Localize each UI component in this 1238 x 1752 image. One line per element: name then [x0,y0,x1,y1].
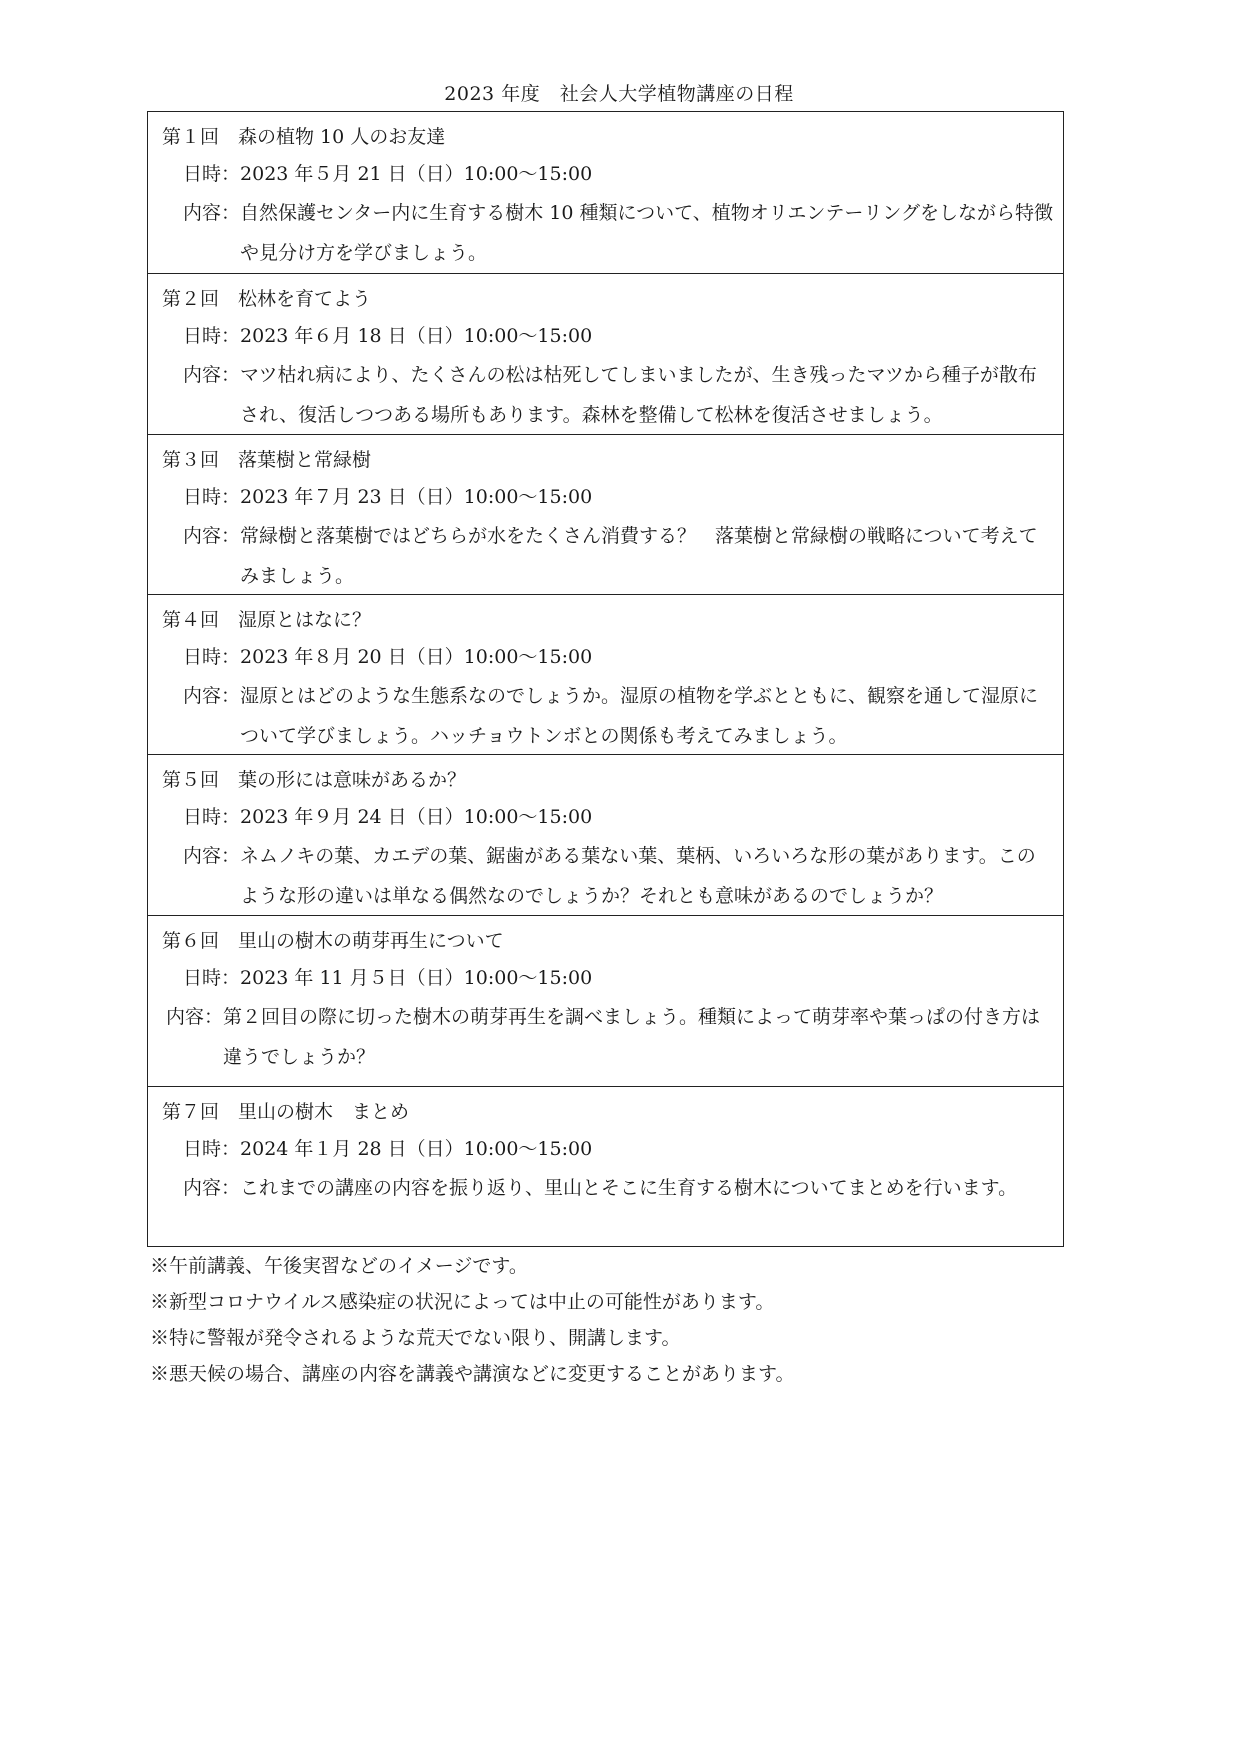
content-label: 内容： [183,202,241,224]
session-date: 2023 年９月 24 日（日）10:00〜15:00 [240,806,593,828]
note-item: ※午前講義、午後実習などのイメージです。 [150,1255,528,1277]
session-6 [148,915,1063,1086]
session-date-row [162,155,1053,193]
session-2 [148,273,1063,434]
date-label: 日時： [183,325,241,347]
session-date: 2023 年 11 月５日（日）10:00〜15:00 [240,967,593,989]
session-content: ネムノキの葉、カエデの葉、鋸歯がある葉ない葉、葉柄、いろいろな形の葉があります。このような形の違いは単なる偶然なのでしょうか？それとも意味があるのでしょうか？ [240,845,1036,907]
session-heading: 第１回 森の植物 10 人のお友達 [162,126,446,148]
session-date-row [162,798,1053,836]
session-heading: 第７回 里山の樹木 まとめ [162,1101,410,1123]
session-content-row [162,516,1053,596]
date-label: 日時： [183,163,241,185]
session-heading: 第２回 松林を育てよう [162,288,372,310]
note-item: ※特に警報が発令されるような荒天でない限り、開講します。 [150,1327,681,1349]
session-date: 2023 年５月 21 日（日）10:00〜15:00 [240,163,593,185]
date-label: 日時： [183,486,241,508]
notes-section [150,1248,794,1392]
session-content-row [162,836,1053,916]
session-content-row [162,193,1053,273]
session-date-row [162,317,1053,355]
session-4 [148,594,1063,754]
session-7 [148,1086,1063,1246]
session-content-row [162,355,1053,435]
session-date: 2023 年６月 18 日（日）10:00〜15:00 [240,325,593,347]
session-date-row [162,959,1053,997]
session-content: 湿原とはどのような生態系なのでしょうか。湿原の植物を学ぶとともに、観察を通して湿原について学びましょう。ハッチョウトンボとの関係も考えてみましょう。 [240,685,1039,747]
session-heading: 第４回 湿原とはなに？ [162,609,372,631]
page-title: 2023 年度 社会人大学植物講座の日程 [444,83,794,105]
session-date: 2023 年７月 23 日（日）10:00〜15:00 [240,486,593,508]
session-date: 2023 年８月 20 日（日）10:00〜15:00 [240,646,593,668]
session-heading: 第６回 里山の樹木の萌芽再生について [162,930,504,952]
session-5 [148,754,1063,915]
session-content-row [162,1168,1053,1208]
content-label: 内容： [183,845,241,867]
date-label: 日時： [183,806,241,828]
note-item: ※悪天候の場合、講座の内容を講義や講演などに変更することがあります。 [150,1363,795,1385]
date-label: 日時： [183,1138,241,1160]
session-content: 自然保護センター内に生育する樹木 10 種類について、植物オリエンテーリングをしながら特徴や見分け方を学びましょう。 [240,202,1053,264]
note-item: ※新型コロナウイルス感染症の状況によっては中止の可能性があります。 [150,1291,775,1313]
session-content-row [162,676,1053,756]
date-label: 日時： [183,967,241,989]
session-date-row [162,478,1053,516]
session-content: 第２回目の際に切った樹木の萌芽再生を調べましょう。種類によって萌芽率や葉っぱの付き方は違うでしょうか？ [223,1006,1041,1068]
date-label: 日時： [183,646,241,668]
session-1 [148,112,1063,273]
session-content: マツ枯れ病により、たくさんの松は枯死してしまいましたが、生き残ったマツから種子が散布され、復活しつつある場所もあります。森林を整備して松林を復活させましょう。 [240,364,1037,426]
content-label: 内容： [183,364,241,386]
content-label: 内容： [183,525,241,547]
session-date: 2024 年１月 28 日（日）10:00〜15:00 [240,1138,593,1160]
session-heading: 第５回 葉の形には意味があるか？ [162,769,467,791]
content-label: 内容： [183,1177,241,1199]
session-3 [148,434,1063,594]
session-content: 常緑樹と落葉樹ではどちらが水をたくさん消費する？ 落葉樹と常緑樹の戦略について考えてみましょう。 [240,525,1038,587]
session-content-row [162,997,1053,1077]
session-date-row [162,638,1053,676]
session-heading: 第３回 落葉樹と常緑樹 [162,449,372,471]
content-label: 内容： [166,1006,224,1028]
session-date-row [162,1130,1053,1168]
schedule-table [147,111,1064,1247]
session-content: これまでの講座の内容を振り返り、里山とそこに生育する樹木についてまとめを行います。 [240,1177,1018,1199]
content-label: 内容： [183,685,241,707]
